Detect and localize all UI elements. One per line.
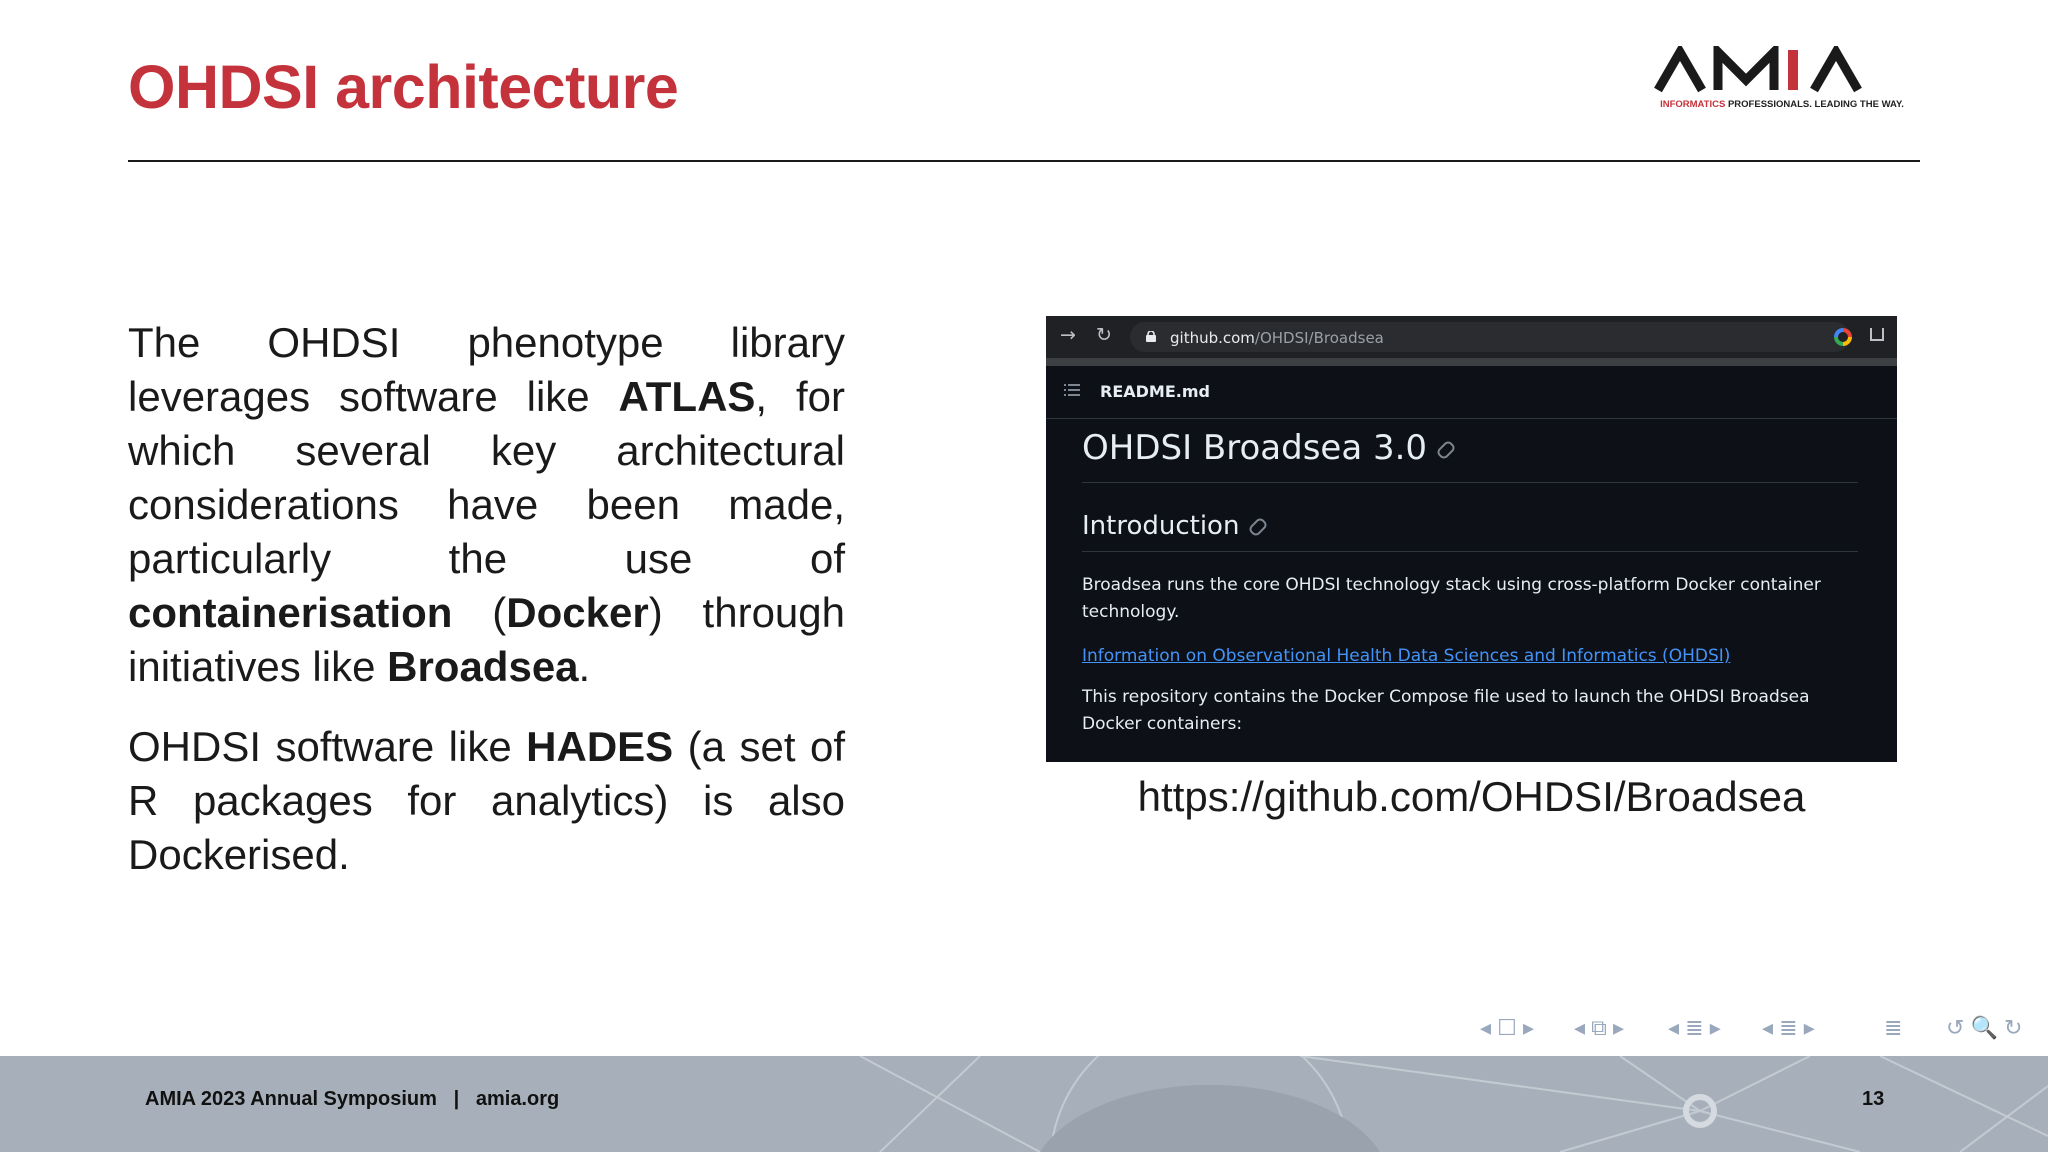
readme-ohdsi-link: Information on Observational Health Data Sciences and Informatics (OHDSI) bbox=[1082, 646, 1731, 666]
logo-tagline bbox=[1654, 99, 1910, 110]
footer-bar bbox=[0, 1056, 2048, 1152]
forward-icon: → bbox=[1060, 324, 1076, 346]
readme-header bbox=[1046, 366, 1897, 419]
p1-bold-atlas: ATLAS bbox=[618, 373, 756, 420]
toc-nav-icon[interactable]: ≣ bbox=[1884, 1015, 1903, 1040]
github-screenshot bbox=[1046, 316, 1897, 762]
paragraph-1 bbox=[128, 316, 845, 694]
title-divider bbox=[128, 160, 1920, 162]
p1-text-e: ) through initiatives like bbox=[128, 589, 846, 690]
p1-text-f: . bbox=[578, 643, 591, 690]
subsection-nav-icon[interactable]: ◂ ⧉ ▸ bbox=[1574, 1015, 1625, 1040]
footer-text: AMIA 2023 Annual Symposium | amia.org bbox=[145, 1088, 560, 1110]
readme-heading bbox=[1082, 428, 1858, 483]
amia-logo-mark bbox=[1654, 46, 1910, 94]
p1-bold-containerisation: containerisation bbox=[128, 589, 453, 636]
p2-text-c: (a set of R packages for analytics) is also Dockerised. bbox=[128, 723, 845, 878]
p1-text-c: , for which several key architectural considerations have been made, particularly the use of bbox=[128, 373, 845, 582]
lock-icon bbox=[1146, 331, 1156, 342]
page-number: 13 bbox=[1862, 1088, 1885, 1110]
readme-paragraph-1: Broadsea runs the core OHDSI technology stack using cross-platform Docker container technology. bbox=[1082, 575, 1821, 622]
p2-bold-hades: HADES bbox=[526, 723, 674, 770]
paragraph-2 bbox=[128, 720, 845, 882]
p1-text-d: ( bbox=[452, 589, 507, 636]
anchor-link-icon bbox=[1248, 516, 1269, 537]
url-text bbox=[1170, 329, 1384, 347]
url-domain: github.com bbox=[1170, 329, 1255, 347]
p2-text-a: OHDSI software like bbox=[128, 723, 527, 770]
readme-heading-text: OHDSI Broadsea 3.0 bbox=[1082, 428, 1428, 468]
logo-tagline-accent: INFORMATICS bbox=[1660, 99, 1726, 110]
search-nav-icon[interactable]: ↺ 🔍 ↻ bbox=[1946, 1015, 2023, 1040]
frame-nav-icon[interactable]: ◂ ☐ ▸ bbox=[1480, 1015, 1535, 1040]
p1-bold-docker: Docker bbox=[506, 589, 649, 636]
url-path: /OHDSI/Broadsea bbox=[1254, 329, 1384, 347]
readme-subheading-text: Introduction bbox=[1082, 511, 1240, 541]
body-text bbox=[128, 316, 845, 908]
p1-text-a: The OHDSI phenotype library leverages software like bbox=[128, 319, 845, 420]
readme-paragraph-2: This repository contains the Docker Compose file used to launch the OHDSI Broadsea Docker containers: bbox=[1082, 687, 1810, 734]
browser-toolbar bbox=[1046, 316, 1897, 358]
google-icon bbox=[1834, 328, 1852, 346]
slide-title: OHDSI architecture bbox=[128, 53, 679, 121]
amia-logo bbox=[1654, 46, 1910, 114]
slide-nav-icon[interactable]: ◂ ≣ ▸ bbox=[1762, 1015, 1815, 1040]
p1-bold-broadsea: Broadsea bbox=[387, 643, 579, 690]
readme-content bbox=[1082, 428, 1858, 738]
reload-icon: ↻ bbox=[1096, 324, 1112, 346]
broadsea-url-caption: https://github.com/OHDSI/Broadsea bbox=[1137, 773, 1806, 820]
readme-subheading bbox=[1082, 511, 1858, 552]
address-bar bbox=[1130, 322, 1850, 352]
list-icon bbox=[1064, 383, 1080, 397]
anchor-link-icon bbox=[1435, 439, 1456, 460]
section-nav-icon[interactable]: ◂ ≣ ▸ bbox=[1668, 1015, 1721, 1040]
readme-label: README.md bbox=[1100, 382, 1210, 401]
tab-strip bbox=[1046, 358, 1897, 366]
download-icon bbox=[1870, 328, 1884, 341]
logo-tagline-rest: PROFESSIONALS. LEADING THE WAY. bbox=[1727, 99, 1904, 110]
